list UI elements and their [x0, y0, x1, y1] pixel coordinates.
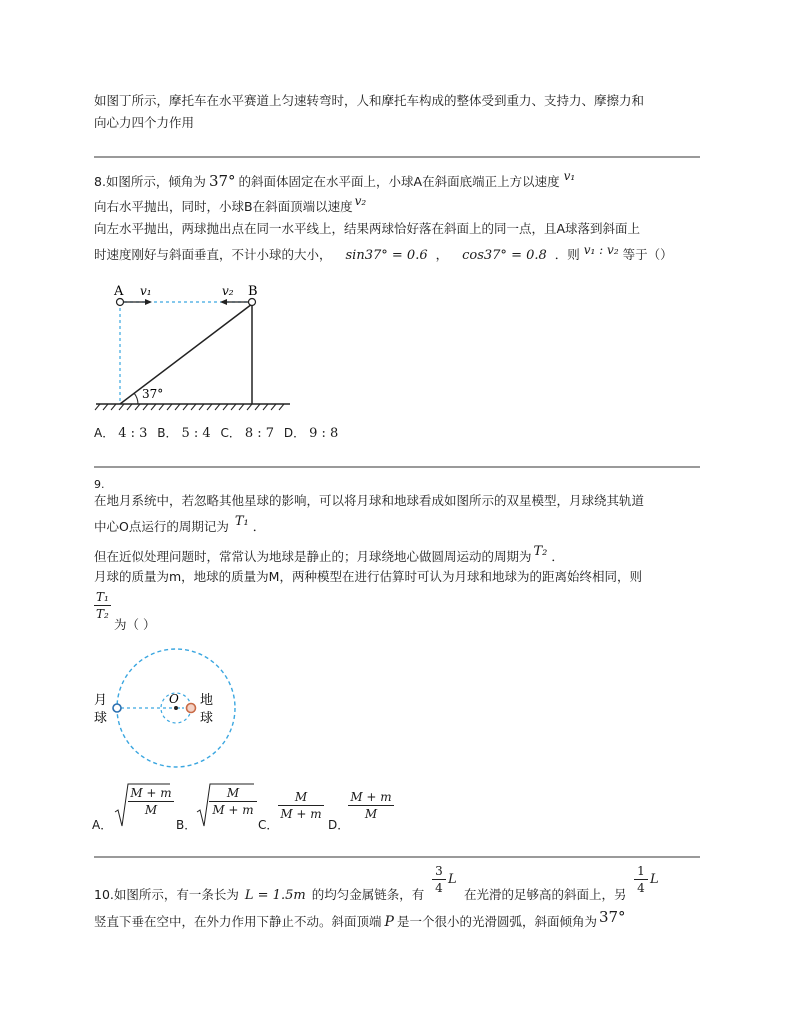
- label-b: B: [248, 284, 258, 299]
- q8-option-b-letter: B．: [157, 426, 178, 440]
- q8-stem-line-1: [94, 169, 576, 191]
- prev-answer-line-1: 如图丁所示，摩托车在水平赛道上匀速转弯时，人和摩托车构成的整体受到重力、支持力、摩擦力和: [94, 93, 645, 108]
- q9-line3-b: ．: [551, 549, 564, 564]
- q8-line4-a: 时速度刚好与斜面垂直，不计小球的大小，: [94, 247, 332, 262]
- q10-L2: L: [650, 872, 659, 887]
- ground-hatch: [95, 404, 284, 410]
- ball-a: [117, 299, 124, 306]
- q10-frac1-den: 4: [435, 881, 443, 895]
- q8-sin: sin37° = 0.6: [345, 248, 428, 263]
- q9-line2-b: ．: [252, 519, 266, 534]
- q9-line-2: [94, 514, 266, 537]
- moon-label-1: 月: [94, 693, 108, 708]
- q8-stem-line-3: 向左水平抛出，两球抛出点在同一水平线上，结果两球恰好落在斜面上的同一点，且A球落到斜面上: [94, 221, 641, 236]
- q10-line1-c: 在光滑的足够高的斜面上，另: [464, 887, 627, 902]
- q9-option-b-num: M: [209, 786, 257, 802]
- q8-cos: cos37° = 0.8: [462, 248, 547, 263]
- q9-option-b-den: M + m: [212, 803, 254, 817]
- divider: [94, 466, 700, 468]
- q8-comma: ，: [435, 247, 449, 262]
- q8-v1: v₁: [563, 169, 576, 183]
- q10-L1: L: [448, 872, 457, 887]
- q10-P: P: [384, 914, 394, 930]
- q8-v2: v₂: [354, 194, 367, 208]
- q8-stem-a: 8.如图所示，倾角为: [94, 174, 206, 189]
- q9-option-b-letter: B．: [176, 818, 197, 832]
- moon-label-2: 球: [94, 711, 108, 726]
- q9-option-c-letter: C．: [258, 818, 279, 832]
- earth-ball: [187, 704, 196, 713]
- q8-option-a-letter: A．: [94, 426, 115, 440]
- divider: [94, 856, 700, 858]
- q9-option-b-frac: [209, 786, 257, 817]
- q9-option-d-frac: [348, 790, 394, 821]
- center-label-o: O: [169, 692, 179, 706]
- q9-option-a-letter: A．: [92, 818, 113, 832]
- q9-line-4: 月球的质量为m，地球的质量为M，两种模型在进行估算时可认为月球和地球为的距离始终相同，则: [94, 569, 642, 584]
- q10-length: L = 1.5m: [244, 888, 306, 903]
- earth-label-2: 球: [200, 711, 214, 726]
- v1-arrowhead: [145, 299, 152, 305]
- q9-option-c-frac: [278, 790, 324, 821]
- q10-line1-b: 的均匀金属链条，有: [311, 887, 425, 902]
- q9-line-1: 在地月系统中，若忽略其他星球的影响，可以将月球和地球看成如图所示的双星模型，月球绕其轨道: [94, 493, 645, 508]
- q9-line3-a: 但在近似处理问题时，常常认为地球是静止的；月球绕地心做圆周运动的周期为: [94, 549, 532, 564]
- q8-stem-line-2: [94, 194, 367, 216]
- q9-line-3: [94, 544, 564, 567]
- q9-option-a-den: M: [144, 803, 158, 817]
- q9-line5-b: 为（ ）: [114, 617, 156, 632]
- q8-stem-b: 的斜面体固定在水平面上，小球A在斜面底端正上方以速度: [238, 174, 560, 189]
- incline-surface: [120, 304, 252, 404]
- v2-arrowhead: [220, 299, 227, 305]
- q8-stem-line-4: [94, 243, 673, 265]
- q9-T1: T₁: [234, 514, 249, 529]
- q9-ratio-den: T₂: [96, 607, 109, 621]
- q9-period-ratio: [94, 590, 111, 621]
- prev-answer-line-2: 向心力四个力作用: [94, 115, 195, 130]
- q10-frac2-den: 4: [637, 881, 645, 895]
- label-v2: v₂: [222, 284, 234, 298]
- q8-option-a-value: 4 : 3: [118, 426, 148, 441]
- q8-option-d-value: 9 : 8: [309, 426, 339, 441]
- moon-ball: [113, 704, 121, 712]
- q9-option-c-num: M: [278, 790, 324, 806]
- center-point: [174, 706, 178, 710]
- q9-line2-a: 中心O点运行的周期记为: [94, 519, 229, 534]
- q10-line2-a: 竖直下垂在空中，在外力作用下静止不动。斜面顶端: [94, 914, 382, 929]
- q10-frac-3-4: [432, 864, 446, 895]
- q9-number: 9.: [94, 478, 105, 491]
- q8-line2-a: 向右水平抛出，同时，小球B在斜面顶端以速度: [94, 199, 353, 214]
- q10-line2-b: 是一个很小的光滑圆弧，斜面倾角为: [396, 914, 597, 929]
- q9-option-d-den: M: [364, 807, 378, 821]
- ball-b: [249, 299, 256, 306]
- q10-frac2-num: 1: [634, 864, 648, 880]
- q8-angle: 37°: [208, 172, 236, 190]
- q8-option-c-value: 8 : 7: [244, 426, 275, 441]
- label-a: A: [114, 284, 124, 299]
- earth-label-1: 地: [200, 693, 214, 708]
- q9-option-c-den: M + m: [280, 807, 322, 821]
- label-angle: 37°: [142, 387, 164, 401]
- angle-arc: [134, 393, 138, 404]
- q10-frac1-num: 3: [432, 864, 446, 880]
- q8-line4-c: 等于（）: [622, 247, 673, 262]
- q8-option-c-letter: C．: [220, 426, 241, 440]
- q8-line4-b: ．则: [554, 247, 580, 262]
- q9-binary-star-figure: [86, 646, 256, 786]
- divider: [94, 156, 700, 158]
- q9-ratio-num: T₁: [96, 590, 109, 604]
- q10-line-1-a: [94, 886, 424, 905]
- q9-option-d-num: M + m: [348, 790, 394, 806]
- q10-line1-a: 10.如图所示，有一条长为: [94, 887, 239, 902]
- q10-frac-1-4: [634, 864, 648, 895]
- q8-option-b-value: 5 : 4: [181, 426, 211, 441]
- q8-incline-figure: [94, 282, 294, 412]
- q10-line-2: [94, 908, 626, 931]
- q8-option-d-letter: D．: [283, 426, 306, 440]
- q8-ratio: v₁ : v₂: [583, 243, 619, 257]
- q9-option-d-letter: D．: [328, 818, 350, 832]
- label-v1: v₁: [140, 284, 152, 298]
- q9-T2: T₂: [533, 544, 548, 559]
- q8-options: [94, 424, 344, 441]
- q9-option-a-frac: [128, 786, 174, 817]
- q10-angle: 37°: [598, 908, 626, 926]
- q9-option-a-num: M + m: [128, 786, 174, 802]
